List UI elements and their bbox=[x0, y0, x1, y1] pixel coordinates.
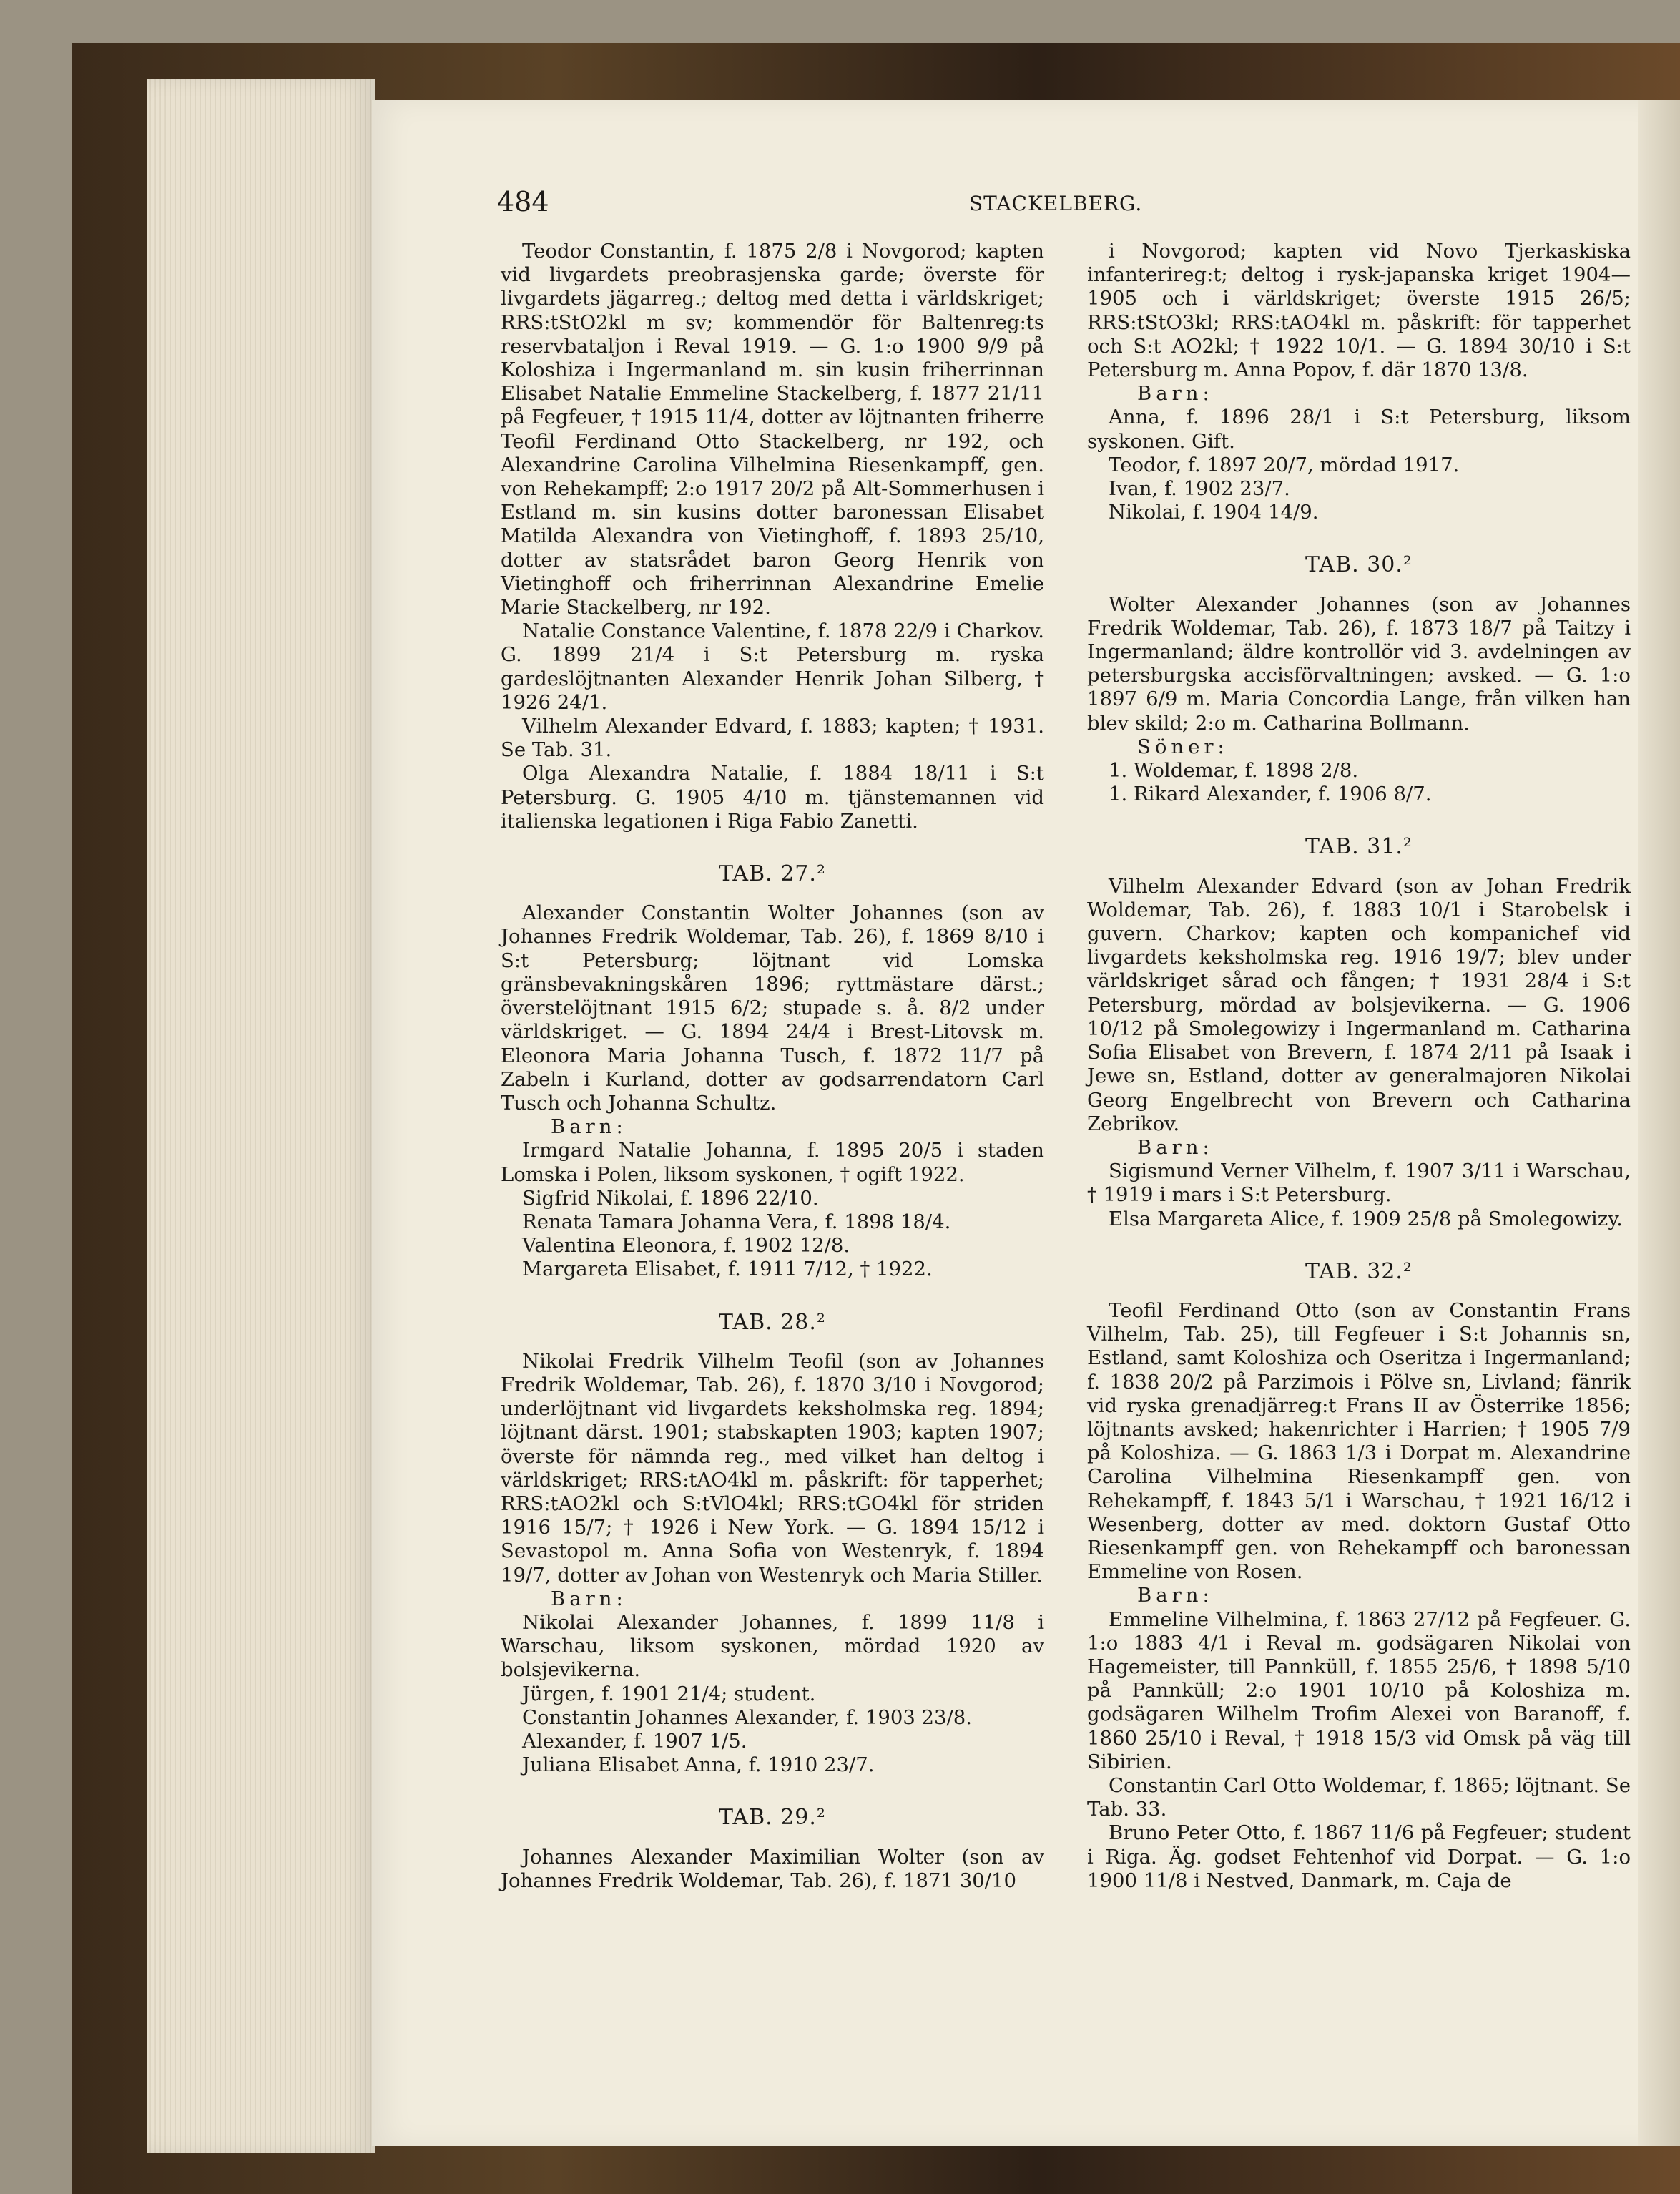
entry-paragraph: 1. Woldemar, f. 1898 2/8. bbox=[1109, 759, 1359, 783]
entry-paragraph: Alexander, f. 1907 1/5. bbox=[522, 1729, 747, 1753]
entry-paragraph: Teodor, f. 1897 20/7, mördad 1917. bbox=[1109, 453, 1460, 476]
entry-paragraph: Alexander Constantin Wolter Johannes (son av Johannes Fredrik Woldemar, Tab. 26), f. 1869 8/10 i S:t Petersburg; löjtnant vid Lomska gränsbevakningskåren 1896; ryttmästare därst.; överstelöjtnant 1915 6/2; stupade s. å. 8/2 under världskriget. — G. 1894 24/4 i Brest-Litovsk m. Eleonora Maria Johanna Tusch, f. 1872 11/7 på Zabeln i Kurland, dotter av godsarrendatorn Carl Tusch och Johanna Schultz. bbox=[501, 901, 1044, 1115]
running-head: STACKELBERG. bbox=[969, 192, 1143, 215]
children-heading: Barn: bbox=[1137, 382, 1214, 406]
facing-page-edge bbox=[1638, 100, 1680, 2146]
entry-paragraph: Nikolai Alexander Johannes, f. 1899 11/8 i Warschau, liksom syskonen, mördad 1920 av bolsjevikerna. bbox=[501, 1610, 1044, 1682]
entry-paragraph: Anna, f. 1896 28/1 i S:t Petersburg, liksom syskonen. Gift. bbox=[1087, 406, 1631, 453]
entry-paragraph: Teodor Constantin, f. 1875 2/8 i Novgorod; kapten vid livgardets preobrasjenska garde; överste för livgardets jägarreg.; deltog med detta i världskriget; RRS:tStO2kl m sv; kommendör för Baltenreg:ts reservbataljon i Reval 1919. — G. 1:o 1900 9/9 på Koloshiza i Ingermanland m. sin kusin friherrinnan Elisabet Natalie Emmeline Stackelberg, f. 1877 21/11 på Fegfeuer, † 1915 11/4, dotter av löjtnanten friherre Teofil Ferdinand Otto Stackelberg, nr 192, och Alexandrine Carolina Vilhelmina Riesenkampff, gen. von Rehekampff; 2:o 1917 20/2 på Alt-Sommerhusen i Estland m. sin kusins dotter baronessan Elisabet Matilda Alexandra von Vietinghoff, f. 1893 25/10, dotter av statsrådet baron Georg Henrik von Vietinghoff och friherrinnan Alexandrine Emelie Marie Stackelberg, nr 192. bbox=[501, 240, 1044, 619]
entry-paragraph: Vilhelm Alexander Edvard (son av Johan Fredrik Woldemar, Tab. 26), f. 1883 10/1 i Starobelsk i guvern. Charkov; kapten och kompanichef vid livgardets keksholmska reg. 1916 19/7; blev under världskriget sårad och fången; † 1931 28/4 i S:t Petersburg, mördad av bolsjevikerna. — G. 1906 10/12 på Smolegowizy i Ingermanland m. Catharina Sofia Elisabet von Brevern, f. 1874 2/11 på Isaak i Jewe sn, Estland, dotter av generalmajoren Nikolai Georg Engelbrecht von Brevern och Catharina Zebrikov. bbox=[1087, 874, 1631, 1135]
entry-paragraph: i Novgorod; kapten vid Novo Tjerkaskiska infanterireg:t; deltog i rysk-japanska kriget 1904—1905 och i världskriget; överste 1915 26/5; RRS:tStO3kl; RRS:tAO4kl m. påskrift: för tapperhet och S:t AO2kl; † 1922 10/1. — G. 1894 30/10 i S:t Petersburg m. Anna Popov, f. där 1870 13/8. bbox=[1087, 240, 1631, 382]
entry-paragraph: Juliana Elisabet Anna, f. 1910 23/7. bbox=[522, 1753, 875, 1777]
entry-paragraph: 1. Rikard Alexander, f. 1906 8/7. bbox=[1109, 783, 1432, 806]
entry-paragraph: Constantin Johannes Alexander, f. 1903 23/8. bbox=[522, 1705, 973, 1729]
children-heading: Barn: bbox=[551, 1587, 627, 1610]
children-heading: Barn: bbox=[551, 1115, 627, 1139]
entry-paragraph: Vilhelm Alexander Edvard, f. 1883; kapten; † 1931. Se Tab. 31. bbox=[501, 715, 1044, 762]
entry-paragraph: Irmgard Natalie Johanna, f. 1895 20/5 i staden Lomska i Polen, liksom syskonen, † ogift 1922. bbox=[501, 1139, 1044, 1186]
table-heading: TAB. 28.² bbox=[719, 1309, 826, 1335]
entry-paragraph: Johannes Alexander Maximilian Wolter (son av Johannes Fredrik Woldemar, Tab. 26), f. 1871 30/10 bbox=[501, 1845, 1044, 1892]
entry-paragraph: Sigfrid Nikolai, f. 1896 22/10. bbox=[522, 1186, 819, 1210]
entry-paragraph: Wolter Alexander Johannes (son av Johannes Fredrik Woldemar, Tab. 26), f. 1873 18/7 på Taitzy i Ingermanland; äldre kontrollör vid 3. avdelningen av petersburgska accisförvaltningen; avsked. — G. 1:o 1897 6/9 m. Maria Concordia Lange, från vilken han blev skild; 2:o m. Catharina Bollmann. bbox=[1087, 592, 1631, 735]
table-heading: TAB. 29.² bbox=[719, 1805, 826, 1831]
entry-paragraph: Bruno Peter Otto, f. 1867 11/6 på Fegfeuer; student i Riga. Äg. godset Fehtenhof vid Dorpat. — G. 1:o 1900 11/8 i Nestved, Danmark, m. Caja de bbox=[1087, 1821, 1631, 1892]
entry-paragraph: Nikolai, f. 1904 14/9. bbox=[1109, 501, 1319, 524]
entry-paragraph: Sigismund Verner Vilhelm, f. 1907 3/11 i Warschau, † 1919 i mars i S:t Petersburg. bbox=[1087, 1160, 1631, 1207]
entry-paragraph: Constantin Carl Otto Woldemar, f. 1865; löjtnant. Se Tab. 33. bbox=[1087, 1773, 1631, 1821]
table-heading: TAB. 30.² bbox=[1305, 552, 1413, 578]
entry-paragraph: Elsa Margareta Alice, f. 1909 25/8 på Smolegowizy. bbox=[1109, 1207, 1623, 1230]
children-heading: Barn: bbox=[1137, 1135, 1214, 1159]
entry-paragraph: Valentina Eleonora, f. 1902 12/8. bbox=[522, 1234, 850, 1258]
entry-paragraph: Olga Alexandra Natalie, f. 1884 18/11 i S:t Petersburg. G. 1905 4/10 m. tjänstemannen vid italienska legationen i Riga Fabio Zanetti. bbox=[501, 762, 1044, 833]
table-heading: TAB. 31.² bbox=[1305, 834, 1413, 860]
entry-paragraph: Ivan, f. 1902 23/7. bbox=[1109, 477, 1290, 501]
table-heading: TAB. 27.² bbox=[719, 861, 826, 887]
table-heading: TAB. 32.² bbox=[1305, 1258, 1413, 1284]
book-page bbox=[372, 100, 1652, 2146]
page-number: 484 bbox=[497, 186, 549, 217]
children-heading: Söner: bbox=[1137, 735, 1229, 758]
entry-paragraph: Teofil Ferdinand Otto (son av Constantin Frans Vilhelm, Tab. 25), till Fegfeuer i S:t Johannis sn, Estland, samt Koloshiza och Oseritza i Ingermanland; f. 1838 20/2 på Parzimois i Pölve sn, Livland; fänrik vid ryska grenadjärreg:t Frans II av Österrike 1856; löjtnants avsked; hakenrichter i Harrien; † 1905 7/9 på Koloshiza. — G. 1863 1/3 i Dorpat m. Alexandrine Carolina Vilhelmina Riesenkampff gen. von Rehekampff, f. 1843 5/1 i Warschau, † 1921 16/12 i Wesenberg, dotter av med. doktorn Gustaf Otto Riesenkampff gen. von Rehekampff och baronessan Emmeline von Rosen. bbox=[1087, 1298, 1631, 1584]
entry-paragraph: Emmeline Vilhelmina, f. 1863 27/12 på Fegfeuer. G. 1:o 1883 4/1 i Reval m. godsägaren Nikolai von Hagemeister, till Pannküll, f. 1855 25/6, † 1898 5/10 på Pannküll; 2:o 1901 10/10 på Koloshiza m. godsägaren Wilhelm Trofim Alexei von Baranoff, f. 1860 25/10 i Reval, † 1918 15/3 vid Omsk på väg till Sibirien. bbox=[1087, 1607, 1631, 1773]
entry-paragraph: Natalie Constance Valentine, f. 1878 22/9 i Charkov. G. 1899 21/4 i S:t Petersburg m. ryska gardeslöjtnanten Alexander Henrik Johan Silberg, † 1926 24/1. bbox=[501, 619, 1044, 714]
right-column bbox=[1087, 240, 1631, 1893]
entry-paragraph: Renata Tamara Johanna Vera, f. 1898 18/4. bbox=[522, 1210, 951, 1233]
children-heading: Barn: bbox=[1137, 1584, 1214, 1607]
entry-paragraph: Jürgen, f. 1901 21/4; student. bbox=[522, 1682, 816, 1705]
page-edges bbox=[147, 79, 375, 2153]
entry-paragraph: Margareta Elisabet, f. 1911 7/12, † 1922. bbox=[522, 1258, 933, 1281]
entry-paragraph: Nikolai Fredrik Vilhelm Teofil (son av Johannes Fredrik Woldemar, Tab. 26), f. 1870 3/10 i Novgorod; underlöjtnant vid livgardets keksholmska reg. 1894; löjtnant därst. 1901; stabskapten 1903; kapten 1907; överste för nämnda reg., med vilket han deltog i världskriget; RRS:tAO4kl m. påskrift: för tapperhet; RRS:tAO2kl och S:tVlO4kl; RRS:tGO4kl för striden 1916 15/7; † 1926 i New York. — G. 1894 15/12 i Sevastopol m. Anna Sofia von Westenryk, f. 1894 19/7, dotter av Johan von Westenryk och Maria Stiller. bbox=[501, 1349, 1044, 1587]
left-column bbox=[501, 240, 1044, 1893]
